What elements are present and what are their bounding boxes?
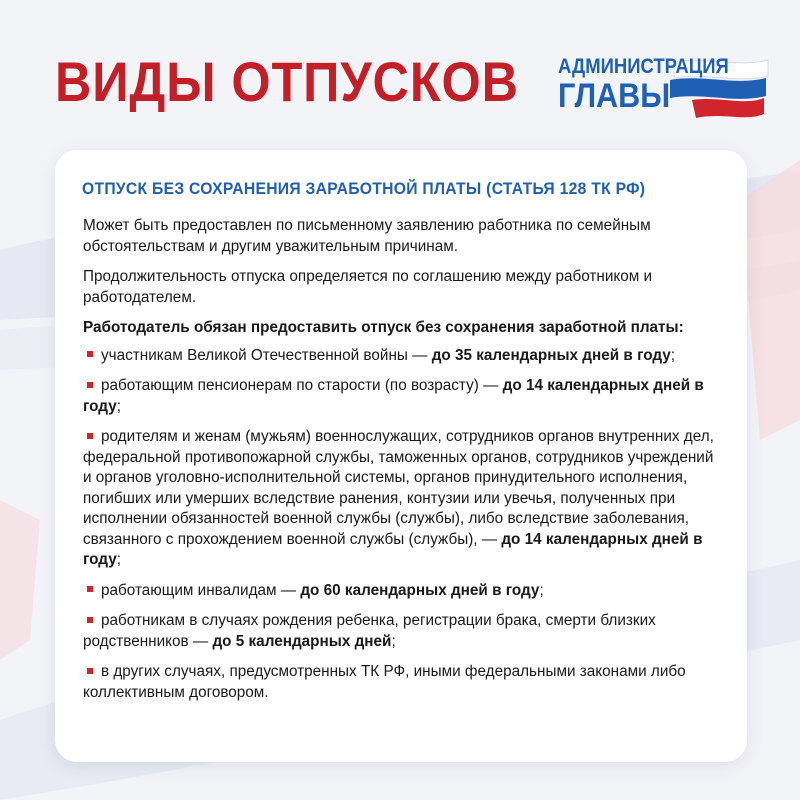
paragraph-grounds: Может быть предоставлен по письменному заявлению работника по семейным обстоятельствам и другим уважительным причинам. [83, 217, 651, 255]
paragraph-duration: Продолжительность отпуска определяется по соглашению между работником и работодателем. [83, 268, 653, 306]
list-item: родителям и женам (мужьям) военнослужащих, сотрудников органов внутренних дел, федеральной противопожарной службы, таможенных органов, сотрудников учреждений и органов уголовно-исполнительной системы, органов принудительного исполнения, погибших или умерших вследствие ранения, контузии или увечья, полученных при исполнении обязанностей военной службы (службы), либо вследствие заболевания, связанного с прохождением военной службы (службы), — до 14 календарных дней в году; [83, 428, 714, 568]
card-body [83, 216, 725, 713]
list-item: работающим пенсионерам по старости (по возрасту) — до 14 календарных дней в году; [83, 377, 704, 415]
bullet-icon [87, 433, 93, 439]
list-item: работникам в случаях рождения ребенка, регистрации брака, смерти близких родственников — до 5 календарных дней; [83, 612, 656, 650]
employer-obligation: Работодатель обязан предоставить отпуск без сохранения заработной платы: [83, 319, 684, 336]
bullet-icon [87, 351, 93, 357]
page-title: ВИДЫ ОТПУСКОВ [55, 50, 519, 113]
logo-text-head: ГЛАВЫ [558, 77, 671, 115]
info-card [55, 150, 747, 762]
logo-text-administration: АДМИНИСТРАЦИЯ [558, 55, 729, 78]
bullet-icon [87, 382, 93, 388]
list-item: работающим инвалидам — до 60 календарных дней в году; [83, 581, 725, 602]
card-heading: ОТПУСК БЕЗ СОХРАНЕНИЯ ЗАРАБОТНОЙ ПЛАТЫ (СТАТЬЯ 128 ТК РФ) [82, 180, 646, 198]
bullet-icon [87, 586, 93, 592]
list-item: в других случаях, предусмотренных ТК РФ, иными федеральными законами либо коллективным договором. [83, 663, 686, 701]
administration-logo [558, 52, 773, 122]
list-item: участникам Великой Отечественной войны — до 35 календарных дней в году; [83, 346, 725, 367]
bullet-icon [87, 668, 93, 674]
eligible-groups-list [83, 346, 725, 704]
bullet-icon [87, 617, 93, 623]
